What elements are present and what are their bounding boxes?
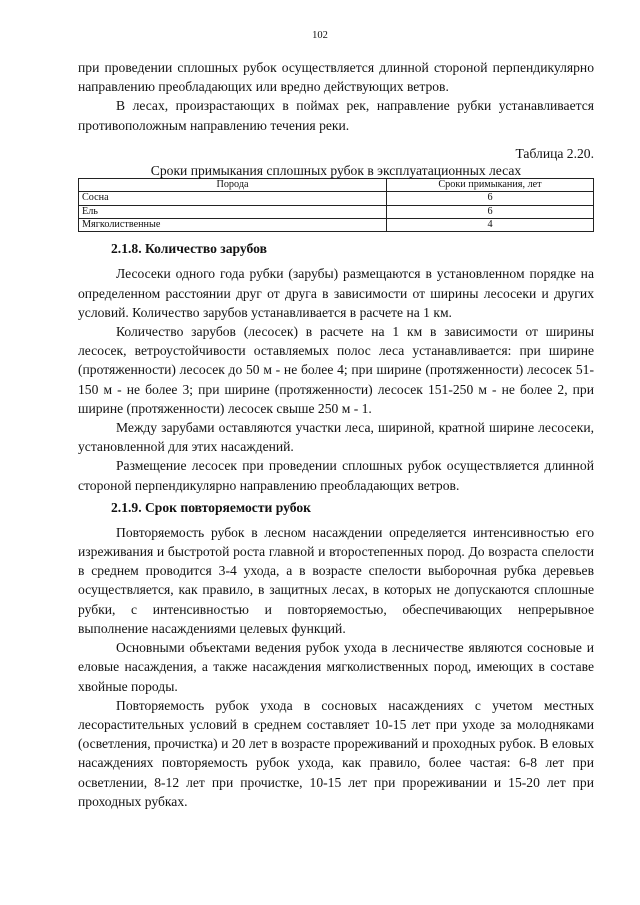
table-cell-species: Мягколиственные [79, 219, 387, 232]
table-row [79, 192, 594, 205]
table-row [79, 219, 594, 232]
table-cell-years: 6 [387, 205, 594, 218]
page-content [78, 58, 594, 811]
table-number: Таблица 2.20. [515, 145, 594, 161]
column-header-species: Порода [79, 178, 387, 191]
table-cell-species: Ель [79, 205, 387, 218]
table-cell-species: Сосна [79, 192, 387, 205]
section-heading-repeat-period: 2.1.9. Срок повторяемости рубок [111, 499, 311, 515]
table-header-row [79, 178, 594, 191]
paragraph: Количество зарубов (лесосек) в расчете на 1 км в зависимости от ширины лесосек, ветроустойчивости оставляемых полос леса устанавливается: при ширине (протяженности) лесосек до 50 м - не более 4; при ширине (протяженности) лесосек 51-150 м - не более 3; при ширине (протяженности) лесосек 151-250 м - не более 2, при ширине (протяженности) лесосек свыше 250 м - 1. [78, 324, 594, 416]
column-header-terms: Сроки примыкания, лет [387, 178, 594, 191]
page-number: 102 [312, 30, 328, 41]
table-cell-years: 6 [387, 192, 594, 205]
paragraph: Между зарубами оставляются участки леса, шириной, кратной ширине лесосеки, установленной для этих насаждений. [78, 420, 594, 455]
paragraph: Размещение лесосек при проведении сплошных рубок осуществляется длинной стороной перпендикулярно направлению преобладающих ветров. [78, 458, 594, 493]
paragraph: Повторяемость рубок ухода в сосновых насаждениях с учетом местных лесорастительных условий в среднем составляет 10-15 лет при уходе за молодняками (осветления, прочистка) и 20 лет в возрасте прореживаний и проходных рубок. В еловых насаждениях повторяемость рубок ухода, как правило, более частая: 6-8 лет при осветлении, 8-12 лет при прочистке, 10-15 лет при прореживании и 15-20 лет при проходных рубках. [78, 697, 594, 809]
adjacency-table [78, 178, 594, 233]
paragraph: Лесосеки одного года рубки (зарубы) размещаются в установленном порядке на определенном расстоянии друг от друга в зависимости от ширины лесосеки и других условий. Количество зарубов устанавливается в расчете на 1 км. [78, 266, 594, 320]
table-row [79, 205, 594, 218]
table-title: Сроки примыкания сплошных рубок в эксплуатационных лесах [150, 162, 522, 178]
paragraph: Повторяемость рубок в лесном насаждении определяется интенсивностью его изреживания и быстротой роста главной и второстепенных пород. До возраста спелости в среднем проводится 3-4 ухода, а в возрасте спелости выборочная рубка деревьев осуществляется, как правило, в защитных лесах, в которых не допускаются сплошные рубки, с интенсивностью и повторяемостью, обеспечивающих непрерывное выполнение насаждениями целевых функций. [78, 524, 594, 636]
paragraph-continued: при проведении сплошных рубок осуществляется длинной стороной перпендикулярно направлению преобладающих или вредно действующих ветров. [78, 60, 594, 95]
paragraph-river-direction: В лесах, произрастающих в поймах рек, направление рубки устанавливается противоположным направлению течения реки. [78, 98, 594, 133]
paragraph: Основными объектами ведения рубок ухода в лесничестве являются сосновые и еловые насаждения, а также насаждения мягколиственных пород, имеющих в составе хвойные породы. [78, 640, 594, 694]
section-heading-cuts-count: 2.1.8. Количество зарубов [111, 241, 267, 257]
table-cell-years: 4 [387, 219, 594, 232]
